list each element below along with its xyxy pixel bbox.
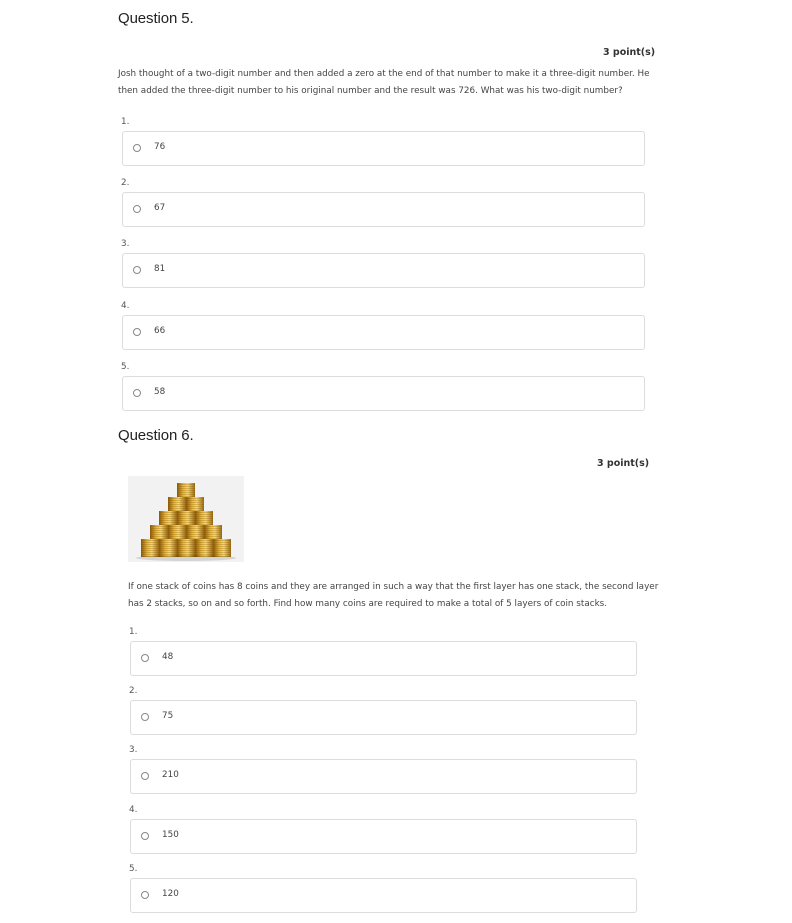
q6-option-2-label: 75 bbox=[162, 711, 174, 721]
q6-option-4-number: 4. bbox=[129, 805, 138, 815]
question-5-points: 3 point(s) bbox=[603, 47, 656, 58]
q6-option-4[interactable] bbox=[130, 819, 637, 854]
question-6-title: Question 6. bbox=[118, 427, 194, 444]
question-5-text-line-1: Josh thought of a two-digit number and then added a zero at the end of that number to make it a three-digit number. He bbox=[118, 69, 650, 79]
question-6-points: 3 point(s) bbox=[597, 458, 650, 469]
q5-option-2[interactable] bbox=[122, 192, 645, 227]
q5-option-2-number: 2. bbox=[121, 178, 130, 188]
q5-option-4-number: 4. bbox=[121, 301, 130, 311]
q6-option-2-number: 2. bbox=[129, 686, 138, 696]
q6-option-3-number: 3. bbox=[129, 745, 138, 755]
question-5-text-line-2: then added the three-digit number to his original number and the result was 726. What was his two-digit number? bbox=[118, 86, 623, 96]
radio-button-icon[interactable] bbox=[141, 772, 149, 780]
q5-option-1-label: 76 bbox=[154, 142, 166, 152]
radio-button-icon[interactable] bbox=[141, 713, 149, 721]
question-6-text-line-1: If one stack of coins has 8 coins and they are arranged in such a way that the first layer has one stack, the second layer bbox=[128, 582, 659, 592]
q6-option-1-number: 1. bbox=[129, 627, 138, 637]
radio-button-icon[interactable] bbox=[141, 654, 149, 662]
q5-option-3[interactable] bbox=[122, 253, 645, 288]
coin-pyramid-image bbox=[128, 476, 244, 562]
q6-option-5-number: 5. bbox=[129, 864, 138, 874]
q5-option-4-label: 66 bbox=[154, 326, 166, 336]
q5-option-1[interactable] bbox=[122, 131, 645, 166]
question-5-title: Question 5. bbox=[118, 10, 194, 27]
radio-button-icon[interactable] bbox=[141, 832, 149, 840]
q5-option-5-number: 5. bbox=[121, 362, 130, 372]
q5-option-3-label: 81 bbox=[154, 264, 166, 274]
radio-button-icon[interactable] bbox=[141, 891, 149, 899]
radio-button-icon[interactable] bbox=[133, 144, 141, 152]
radio-button-icon[interactable] bbox=[133, 389, 141, 397]
q6-option-3-label: 210 bbox=[162, 770, 179, 780]
q6-option-4-label: 150 bbox=[162, 830, 179, 840]
question-6-text-line-2: has 2 stacks, so on and so forth. Find how many coins are required to make a total of 5 layers of coin stacks. bbox=[128, 599, 608, 609]
q5-option-5[interactable] bbox=[122, 376, 645, 411]
q5-option-4[interactable] bbox=[122, 315, 645, 350]
q6-option-3[interactable] bbox=[130, 759, 637, 794]
radio-button-icon[interactable] bbox=[133, 205, 141, 213]
q6-option-2[interactable] bbox=[130, 700, 637, 735]
q5-option-1-number: 1. bbox=[121, 117, 130, 127]
q5-option-3-number: 3. bbox=[121, 239, 130, 249]
radio-button-icon[interactable] bbox=[133, 328, 141, 336]
q6-option-5[interactable] bbox=[130, 878, 637, 913]
radio-button-icon[interactable] bbox=[133, 266, 141, 274]
q5-option-5-label: 58 bbox=[154, 387, 166, 397]
q5-option-2-label: 67 bbox=[154, 203, 166, 213]
q6-option-1[interactable] bbox=[130, 641, 637, 676]
q6-option-1-label: 48 bbox=[162, 652, 174, 662]
q6-option-5-label: 120 bbox=[162, 889, 179, 899]
